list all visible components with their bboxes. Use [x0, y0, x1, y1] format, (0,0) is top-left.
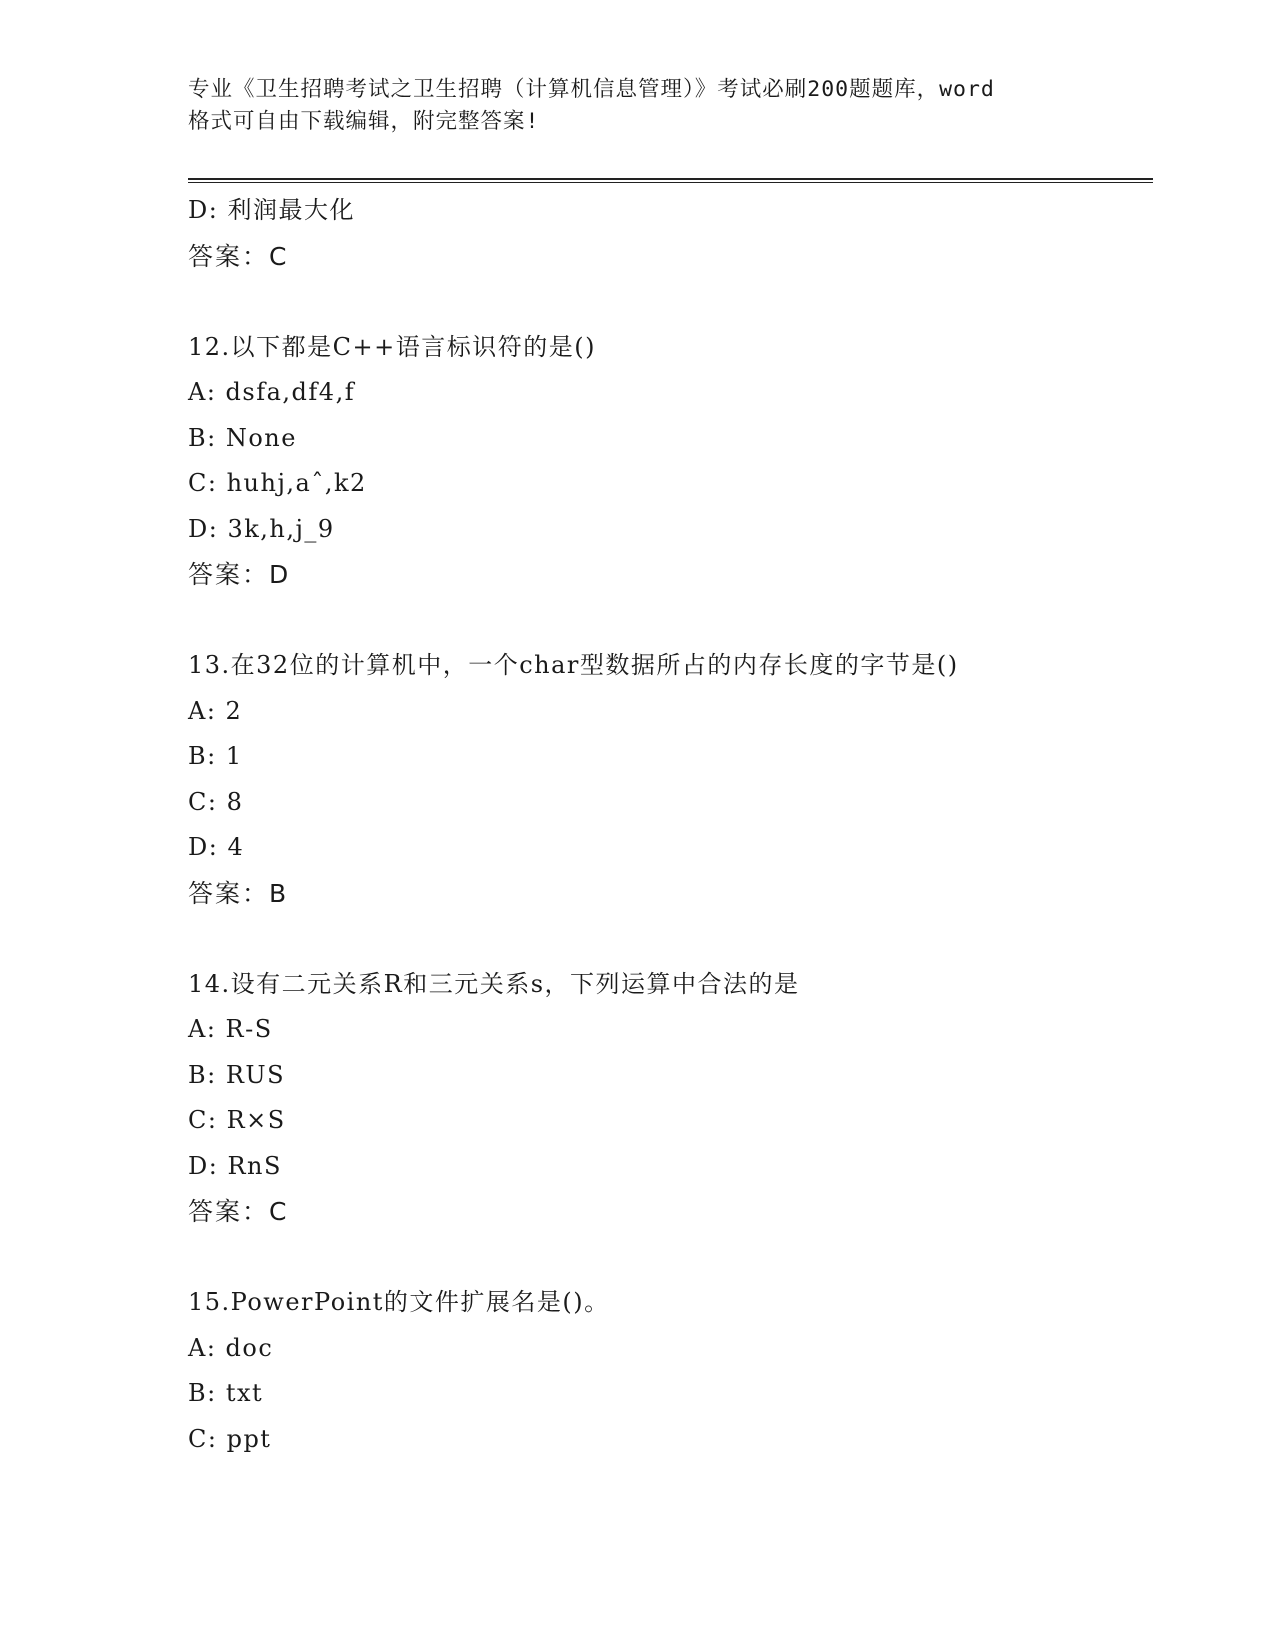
option-b: B: None [188, 423, 297, 452]
option-c: C: huhj,aˆ,k2 [188, 469, 367, 497]
question-text: 15.PowerPoint的文件扩展名是()。 [188, 1288, 610, 1316]
option-d: D: 4 [188, 833, 245, 861]
answer-line: 答案：C [188, 241, 289, 271]
option-b: B: RUS [188, 1060, 286, 1089]
option-a: A: R-S [188, 1015, 273, 1043]
option-c: C: ppt [188, 1424, 272, 1453]
document-header [188, 74, 1088, 138]
answer-line: 答案：C [188, 1197, 289, 1226]
question-text: 12.以下都是C++语言标识符的是() [188, 332, 596, 361]
option-b: B: 1 [188, 742, 243, 770]
question-text: 13.在32位的计算机中，一个char型数据所占的内存长度的字节是() [188, 651, 959, 679]
option-d: D: 3k,h,j_9 [188, 514, 335, 543]
question-block [188, 962, 1148, 1235]
question-list [188, 188, 1148, 1462]
option-a: A: doc [188, 1333, 274, 1362]
option-d: D: RnS [188, 1151, 282, 1180]
spacer [188, 916, 1148, 962]
spacer [188, 279, 1148, 325]
question-block [188, 1280, 1148, 1462]
header-line-2: 格式可自由下载编辑，附完整答案! [188, 109, 540, 134]
header-divider [188, 178, 1153, 183]
option-c: C: 8 [188, 787, 244, 816]
option-d: D: 利润最大化 [188, 196, 355, 224]
header-line-1: 专业《卫生招聘考试之卫生招聘（计算机信息管理）》考试必刷200题题库，word [188, 77, 995, 102]
answer-line: 答案：D [188, 560, 291, 589]
spacer [188, 1235, 1148, 1281]
question-block [188, 643, 1148, 916]
option-a: A: dsfa,df4,f [188, 378, 356, 406]
question-text: 14.设有二元关系R和三元关系s，下列运算中合法的是 [188, 969, 800, 998]
option-c: C: R×S [188, 1106, 286, 1134]
spacer [188, 598, 1148, 644]
question-block [188, 325, 1148, 598]
option-b: B: txt [188, 1379, 264, 1407]
answer-line: 答案：B [188, 878, 289, 908]
option-a: A: 2 [188, 696, 243, 725]
